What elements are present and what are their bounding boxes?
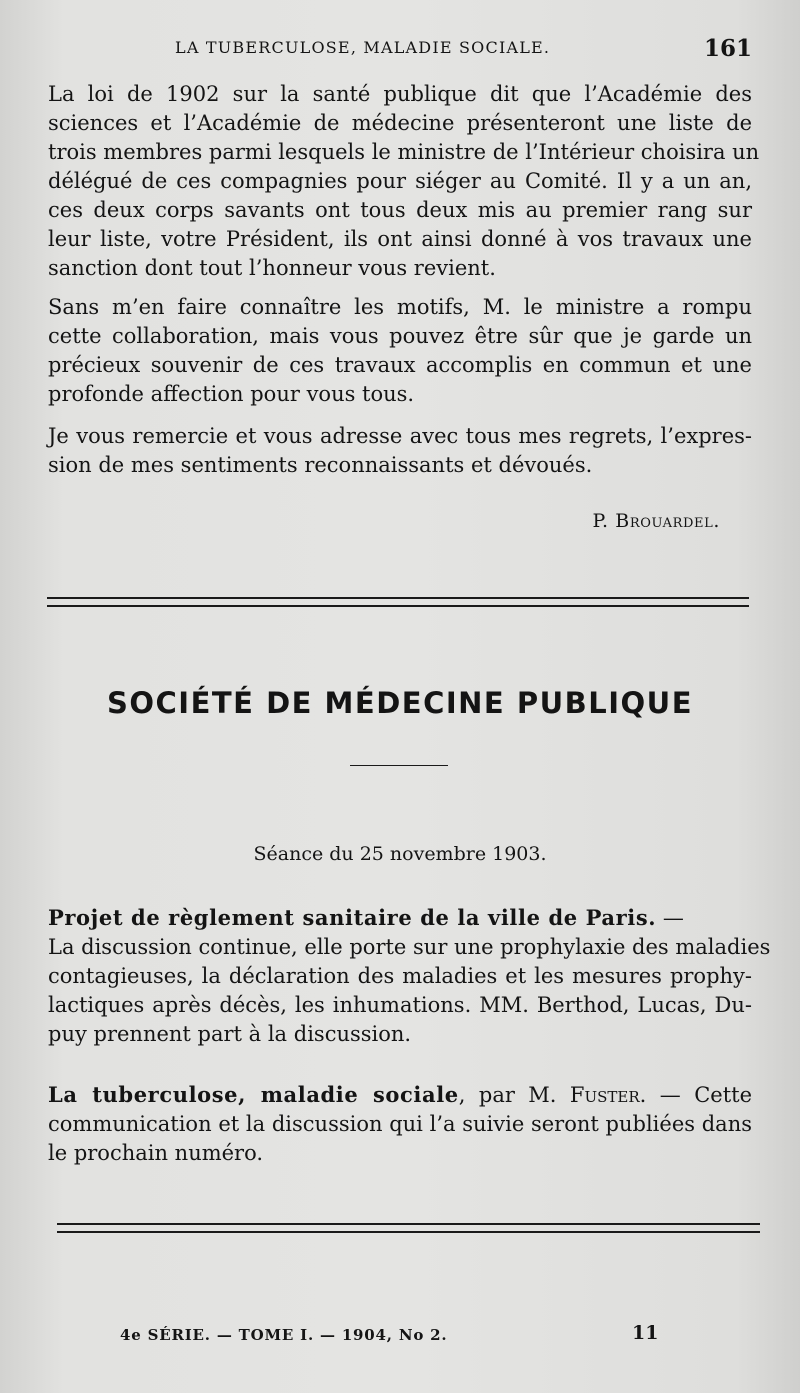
signature	[592, 510, 720, 532]
text-line: contagieuses, la déclaration des maladies et les mesures prophy-	[48, 964, 752, 988]
double-rule-divider	[47, 597, 749, 607]
text-line: sciences et l’Académie de médecine présenteront une liste de	[48, 111, 752, 135]
item-text: , par M.	[458, 1083, 570, 1107]
signature-initial: P.	[592, 510, 616, 532]
text-line: La discussion continue, elle porte sur une prophylaxie des maladies	[48, 935, 771, 959]
text-line: ces deux corps savants ont tous deux mis au premier rang sur	[48, 198, 752, 222]
text-line: précieux souvenir de ces travaux accomplis en commun et une	[48, 353, 752, 377]
text-line	[48, 903, 752, 933]
text-line: cette collaboration, mais vous pouvez être sûr que je garde un	[48, 324, 752, 348]
item-title: La tuberculose, maladie sociale	[48, 1082, 459, 1107]
item-title: Projet de règlement sanitaire de la ville de Paris.	[48, 905, 657, 930]
text-line: La loi de 1902 sur la santé publique dit que l’Académie des	[48, 82, 752, 106]
footer-series: 4e SÉRIE. — TOME I. — 1904, No 2.	[120, 1326, 448, 1344]
text-line: Je vous remercie et vous adresse avec tous mes regrets, l’expres-	[48, 424, 752, 448]
text-line: communication et la discussion qui l’a suivie seront publiées dans	[48, 1112, 752, 1136]
text-line: profonde affection pour vous tous.	[48, 382, 415, 406]
text-line: sion de mes sentiments reconnaissants et dévoués.	[48, 453, 593, 477]
paragraph-loi-1902	[48, 80, 760, 283]
page-number: 161	[704, 35, 753, 62]
item-dash: —	[656, 906, 684, 930]
section-title: SOCIÉTÉ DE MÉDECINE PUBLIQUE	[106, 686, 694, 720]
text-line	[48, 1080, 752, 1110]
item-tuberculose	[48, 1080, 752, 1168]
text-line: trois membres parmi lesquels le ministre de l’Intérieur choisira un	[48, 140, 760, 164]
item-text: — Cette	[646, 1083, 753, 1107]
text-line: lactiques après décès, les inhumations. MM. Berthod, Lucas, Du-	[48, 993, 752, 1017]
text-line: délégué de ces compagnies pour siéger au Comité. Il y a un an,	[48, 169, 752, 193]
text-line: leur liste, votre Président, ils ont ainsi donné à vos travaux une	[48, 227, 752, 251]
running-head: LA TUBERCULOSE, MALADIE SOCIALE.	[175, 38, 551, 57]
paragraph-collaboration	[48, 293, 752, 409]
item-reglement-sanitaire	[48, 903, 771, 1049]
footer-signature-mark: 11	[632, 1322, 659, 1344]
title-underline	[350, 765, 448, 766]
signature-name: Brouardel.	[615, 510, 720, 532]
text-line: puy prennent part à la discussion.	[48, 1022, 412, 1046]
text-line: sanction dont tout l’honneur vous revient.	[48, 256, 496, 280]
session-date: Séance du 25 novembre 1903.	[253, 843, 547, 865]
text-line: Sans m’en faire connaître les motifs, M. le ministre a rompu	[48, 295, 752, 319]
item-author: Fuster.	[569, 1083, 647, 1107]
double-rule-divider	[57, 1223, 760, 1233]
paragraph-remerciements	[48, 422, 752, 480]
text-line: le prochain numéro.	[48, 1141, 264, 1165]
